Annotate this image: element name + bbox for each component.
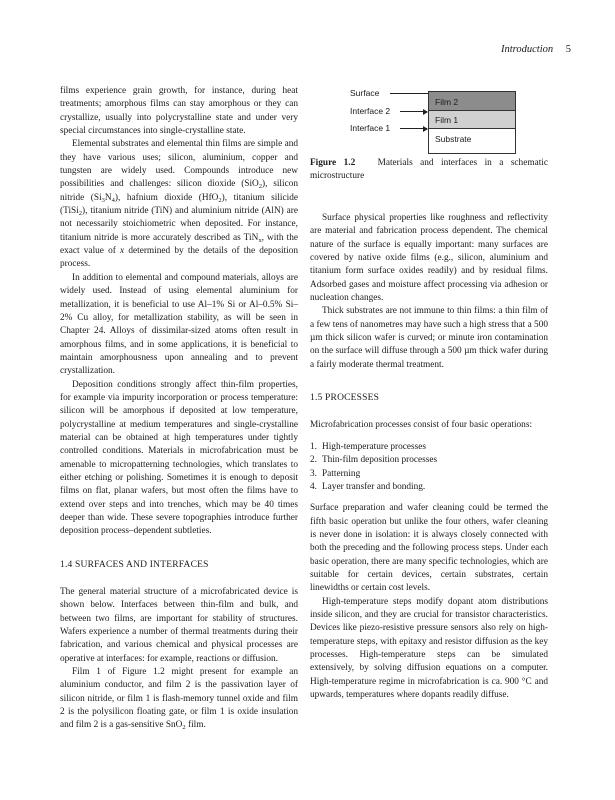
page-number: 5 bbox=[565, 44, 571, 55]
operations-list bbox=[310, 441, 548, 494]
paragraph-elemental-substrates: Elemental substrates and elemental thin films are simple and they have various uses; silicon, aluminium, copper and tungsten are widely used. Compounds introduce new possibilities and challenges: silicon dioxide (SiO$_2$), silicon nitride $(Si_3N_4)$, hafnium dioxide (HfO$_2$), titanium silicide (TiSi$_2$), titanium nitride (TiN) and aluminium nitride (AlN) are not necessarily stoichiometric when deposited. For instance, titanium nitride is more accurately described as TiN$_x$, with the exact value of x determined by the details of the deposition process. bbox=[60, 139, 298, 270]
list-item: 4. Layer transfer and bonding. bbox=[310, 481, 426, 492]
list-item: 1. High-temperature processes bbox=[310, 441, 427, 452]
running-header bbox=[501, 44, 571, 55]
layer-film-2: Film 2 bbox=[428, 91, 516, 111]
list-item: 2. Thin-film deposition processes bbox=[310, 455, 438, 466]
left-column bbox=[60, 85, 298, 733]
layer-film-1: Film 1 bbox=[428, 110, 516, 129]
paragraph-alloys: In addition to elemental and compound materials, alloys are widely used. Instead of using elemental aluminium for metallization, it is beneficial to use Al–1% Si or Al–0.5% Si–2% Cu alloy, for metallization stability, as will be seen in Chapter 24. Alloys of dissimilar-sized atoms often result in amorphous films, and in some applications, it is beneficial to maintain amorphousness upon annealing and to prevent crystallization. bbox=[60, 272, 298, 377]
section-heading-processes: 1.5 PROCESSES bbox=[310, 393, 380, 404]
figure-caption: Figure 1.2 Materials and interfaces in a schematic microstructure bbox=[310, 158, 548, 181]
label-interface-1: Interface 1 bbox=[350, 123, 391, 133]
section-heading-surfaces-interfaces: 1.4 SURFACES AND INTERFACES bbox=[60, 559, 209, 570]
paragraph-film-examples: Film 1 of Figure 1.2 might present for example an aluminium conductor, and film 2 is the passivation layer of silicon nitride, or film 1 is flash-memory tunnel oxide and film 2 is the polysilicon floating gate, or film 1 is oxide insulation and film 2 is a gas-sensitive SnO$_2$ film. bbox=[60, 667, 298, 732]
paragraph-surface-preparation: Surface preparation and wafer cleaning could be termed the fifth basic operation but unlike the four others, wafer cleaning is never done in isolation: it is always closely connected with both the preceding and the following process steps. Under each basic operation, there are many specific technologies, which are suitable for certain devices, certain substrates, certain linewidths or certain cost levels. bbox=[310, 503, 549, 594]
paragraph-deposition-conditions: Deposition conditions strongly affect thin-film properties, for example via impurity incorporation or process temperature: silicon will be amorphous if deposited at low temperature, polycrystalline at medium temperatures and single-crystalline material can be obtained at high temperatures under tightly controlled conditions. Materials in microfabrication must be amenable to micropatterning technologies, which translates to either etching or polishing. Sometimes it is enough to deposit films on flat, planar wafers, but most often the films have to extend over steps and into trenches, which may be 40 times deeper than wide. These severe topographies introduce further deposition process–dependent subtleties. bbox=[60, 379, 298, 537]
paragraph-surface-properties: Surface physical properties like roughness and reflectivity are material and fabrication process dependent. The chemical nature of the surface is equally important: many surfaces are covered by native oxide films (e.g., silicon, aluminium and titanium form surface oxides readily) and by residual films. Adsorbed gases and moisture affect processing via adhesion or nucleation changes. bbox=[310, 213, 548, 304]
layer-substrate: Substrate bbox=[428, 128, 516, 154]
arrow-interface-1 bbox=[400, 128, 427, 129]
running-header-title: Introduction bbox=[501, 44, 554, 55]
label-interface-2: Interface 2 bbox=[350, 106, 391, 116]
right-column bbox=[310, 85, 548, 702]
figure-1-2-diagram bbox=[310, 85, 548, 157]
arrow-interface-2 bbox=[400, 111, 427, 112]
label-surface: Surface bbox=[350, 88, 380, 98]
paragraph-high-temperature-steps: High-temperature steps modify dopant atom distributions inside silicon, and they are crucial for transistor characteristics. Devices like piezo-resistive pressure sensors also rely on high-temperature steps, with epitaxy and resistor diffusion as the key processes. High-temperature steps can be simulated extensively, by solving diffusion equations on a computer. High-temperature regime in microfabrication is ca. 900 °C and upwards, temperatures where dopants readily diffuse. bbox=[310, 596, 548, 700]
figure-caption-label: Figure 1.2 bbox=[310, 158, 356, 168]
paragraph-thick-substrates: Thick substrates are not immune to thin films: a thin film of a few tens of nanometres may have such a high stress that a 500 µm thick silicon wafer is curved; or minute iron contamination on the surface will diffuse through a 500 µm thick wafer during a fairly moderate thermal treatment. bbox=[310, 306, 548, 370]
list-item: 3. Patterning bbox=[310, 468, 361, 479]
paragraph-material-structure: The general material structure of a microfabricated device is shown below. Interfaces between thin-film and bulk, and between two films, are important for stability of structures. Wafers experience a number of thermal treatments during their fabrication, and various chemical and physical processes are operative at interfaces: for example, reactions or diffusion. bbox=[60, 587, 298, 664]
paragraph-basic-operations: Microfabrication processes consist of four basic operations: bbox=[310, 420, 533, 431]
paragraph-grain-growth: films experience grain growth, for instance, during heat treatments; amorphous films can stay amorphous or they can crystallize, usually into polycrystalline state and under very special circumstances into single-crystalline state. bbox=[60, 86, 298, 137]
